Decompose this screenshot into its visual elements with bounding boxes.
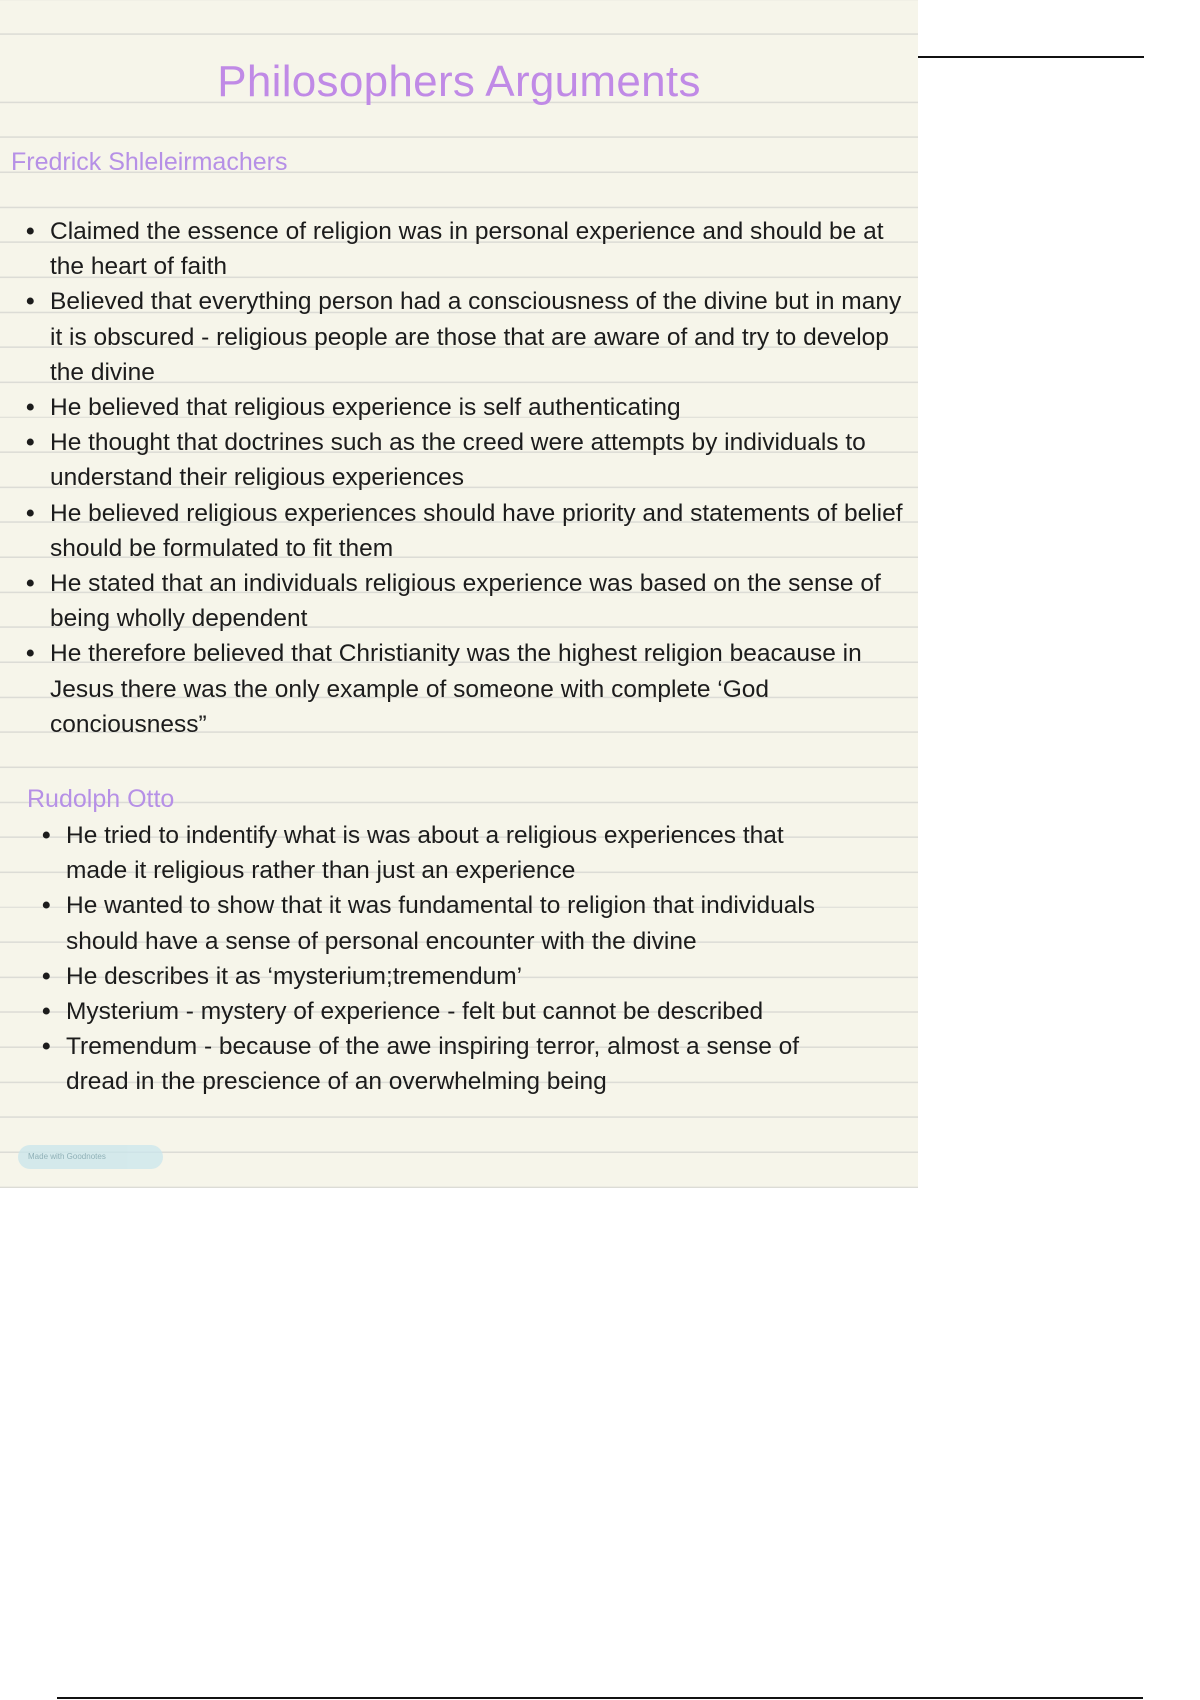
bullet-icon: • (26, 218, 35, 245)
page-title: Philosophers Arguments (217, 57, 701, 106)
list-item: • He describes it as ‘mysterium;tremendum’ (42, 959, 842, 994)
bullet-icon: • (26, 429, 35, 457)
list-item: • He stated that an individuals religious experience was based on the sense of being wholly dependent (26, 566, 916, 636)
list-item: • Believed that everything person had a consciousness of the divine but in many it is obscured - religious people are those that are aware of and try to develop the divine (26, 284, 916, 390)
list-item: • Claimed the essence of religion was in personal experience and should be at the heart of faith (26, 214, 916, 284)
list-item: • Mysterium - mystery of experience - felt but cannot be described (42, 994, 842, 1029)
bullet-icon: • (26, 288, 35, 316)
list-item: • He believed that religious experience is self authenticating (26, 390, 916, 425)
bullet-icon: • (42, 998, 51, 1026)
bullet-icon: • (42, 1033, 51, 1061)
bullet-list-otto (42, 818, 842, 1100)
section-heading-otto: Rudolph Otto (27, 785, 175, 813)
bullet-icon: • (26, 499, 35, 527)
bullet-icon: • (42, 962, 51, 990)
watermark-badge: Made with Goodnotes (18, 1145, 163, 1169)
section-heading-schleiermacher: Fredrick Shleleirmachers (11, 148, 288, 176)
list-item: • He tried to indentify what is was about a religious experiences that made it religious rather than just an experience (42, 818, 842, 888)
list-item: • Tremendum - because of the awe inspiring terror, almost a sense of dread in the prescience of an overwhelming being (42, 1029, 842, 1099)
bullet-icon: • (26, 640, 35, 668)
list-item: • He therefore believed that Christianity was the highest religion beacause in Jesus there was the only example of someone with complete ‘God conciousness” (26, 636, 916, 742)
bullet-icon: • (26, 570, 35, 598)
bullet-icon: • (42, 892, 51, 920)
bullet-list-schleiermacher (26, 214, 916, 742)
list-item: • He wanted to show that it was fundamental to religion that individuals should have a sense of personal encounter with the divine (42, 888, 842, 958)
bottom-rule-line (57, 1697, 1143, 1699)
bullet-icon: • (42, 822, 51, 849)
list-item: • He believed religious experiences should have priority and statements of belief should be formulated to fit them (26, 496, 916, 566)
bullet-icon: • (26, 394, 35, 422)
list-item: • He thought that doctrines such as the creed were attempts by individuals to understand their religious experiences (26, 425, 916, 495)
top-rule-line (918, 56, 1144, 58)
